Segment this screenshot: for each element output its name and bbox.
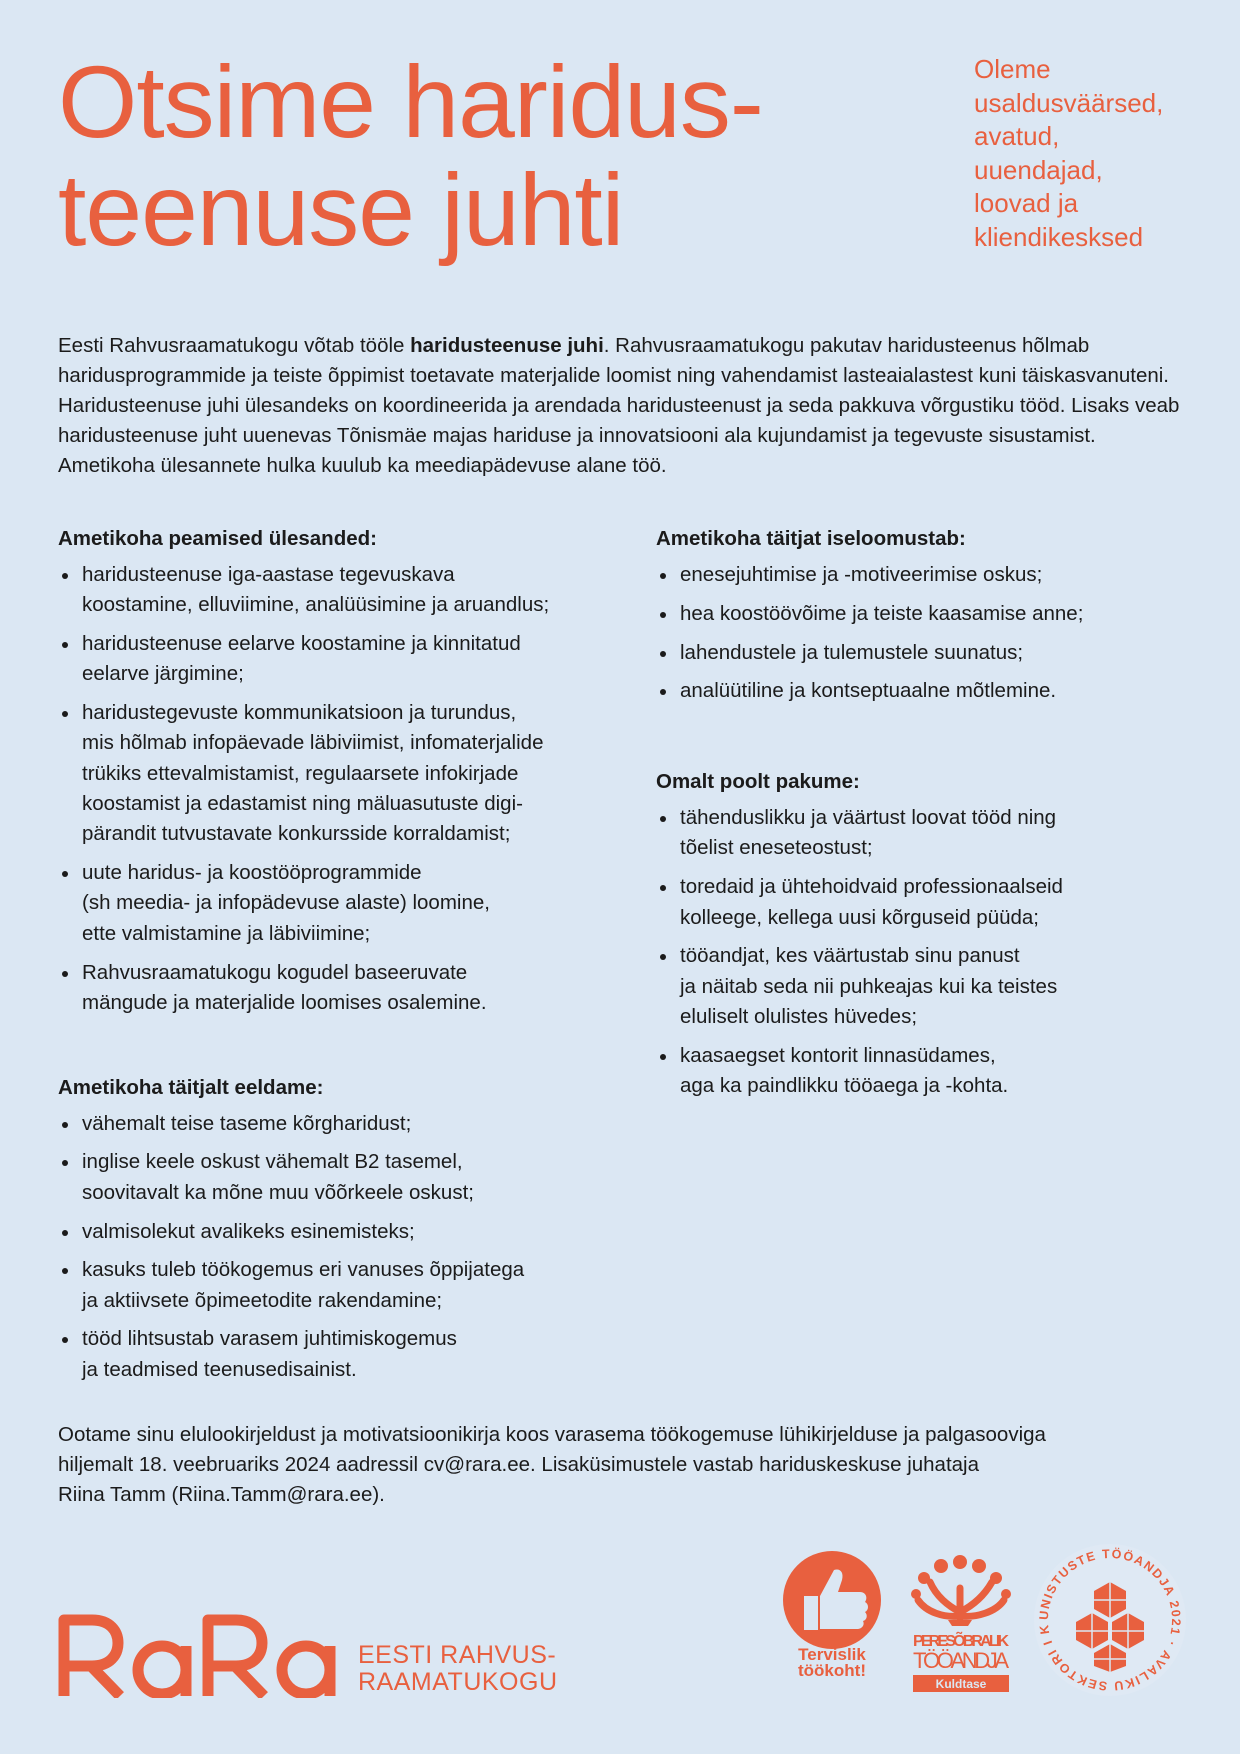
offer-section — [656, 767, 1216, 1101]
list-item: haridusteenuse eelarve koostamine ja kinnitatud eelarve järgimine; — [58, 629, 618, 690]
thumbs-up-icon — [782, 1548, 886, 1678]
svg-text:Tervislik: Tervislik — [798, 1645, 866, 1664]
offer-list — [656, 803, 1216, 1101]
logo-text — [358, 1642, 558, 1696]
list-item: lahendustele ja tulemustele suunatus; — [656, 638, 1216, 668]
dream-employer-badge — [1030, 1540, 1190, 1705]
left-column — [58, 524, 618, 1394]
svg-text:UNISTUSTE TÖÖANDJA 2021 · AVAL: UNISTUSTE TÖÖANDJA 2021 · AVALIKU SEKTORI I K — [1036, 1546, 1184, 1694]
intro-bold: haridusteenuse juhi — [410, 334, 604, 357]
rara-wordmark-icon — [58, 1612, 348, 1698]
family-tree-icon — [908, 1548, 1014, 1694]
intro-post: . Rahvusraamatukogu pakutav haridusteenus hõlmab haridusprogrammide ja teiste õppimist toetavate materjalide loomist ning vahendamist lasteaialastest kuni täiskasvanuteni. Haridusteenuse juhi ülesandeks on koordineerida ja arendada haridusteenust ja seda pakkuva võrgustiku tööd. Lisaks veab haridusteenuse juht uuenevas Tõnismäe majas hariduse ja innovatsiooni ala kujundamist ja tegevuste sisustamist. Ametikoha ülesannete hulka kuulub ka meediapädevuse alane töö. — [58, 334, 1180, 477]
family-friendly-badge — [908, 1548, 1014, 1699]
list-item: enesejuhtimise ja -motiveerimise oskus; — [656, 560, 1216, 590]
svg-text:Kuldtase: Kuldtase — [935, 1677, 987, 1691]
list-item: valmisolekut avalikeks esinemisteks; — [58, 1217, 618, 1247]
values-statement — [974, 53, 1214, 254]
values-line: uuendajad, — [974, 154, 1103, 185]
list-item: uute haridus- ja koostööprogrammide (sh meedia- ja infopädevuse alaste) loomine, ette valmistamine ja läbiviimine; — [58, 858, 618, 949]
rara-logo — [58, 1612, 348, 1703]
list-item: vähemalt teise taseme kõrgharidust; — [58, 1109, 618, 1139]
logo-line-1: EESTI RAHVUS- — [358, 1641, 557, 1669]
intro-pre: Eesti Rahvusraamatukogu võtab tööle — [58, 334, 411, 357]
requirements-section — [58, 1073, 618, 1385]
tasks-list — [58, 560, 618, 1018]
tasks-section — [58, 524, 618, 1018]
healthy-workplace-badge — [782, 1548, 886, 1683]
svg-text:PERESÕBRALIK: PERESÕBRALIK — [913, 1633, 1009, 1650]
dream-employer-seal-icon — [1030, 1540, 1190, 1700]
tasks-heading: Ametikoha peamised ülesanded: — [58, 527, 377, 550]
traits-heading: Ametikoha täitjat iseloomustab: — [656, 527, 966, 550]
intro-paragraph — [58, 331, 1188, 481]
list-item: toredaid ja ühtehoidvaid professionaalseid kolleege, kellega uusi kõrguseid püüda; — [656, 872, 1216, 933]
list-item: inglise keele oskust vähemalt B2 tasemel, soovitavalt ka mõne muu võõrkeele oskust; — [58, 1147, 618, 1208]
list-item: kasuks tuleb töökogemus eri vanuses õppijatega ja aktiivsete õpimeetodite rakendamine; — [58, 1255, 618, 1316]
offer-heading: Omalt poolt pakume: — [656, 770, 860, 794]
list-item: kaasaegset kontorit linnasüdames, aga ka paindlikku tööaega ja -kohta. — [656, 1041, 1216, 1102]
list-item: haridusteenuse iga-aastase tegevuskava koostamine, elluviimine, analüüsimine ja aruandlus; — [58, 560, 618, 621]
svg-text:töökoht!: töökoht! — [798, 1661, 866, 1678]
title-line-1: Otsime haridus- — [58, 45, 763, 159]
values-line: usaldusväärsed, — [974, 87, 1164, 118]
traits-section — [656, 524, 1216, 707]
title-line-2: teenuse juhti — [58, 153, 624, 267]
list-item: hea koostöövõime ja teiste kaasamise anne; — [656, 599, 1216, 629]
traits-list — [656, 560, 1216, 707]
list-item: Rahvusraamatukogu kogudel baseeruvate mängude ja materjalide loomises osalemine. — [58, 958, 618, 1019]
list-item: tööandjat, kes väärtustab sinu panust ja näitab seda nii puhkeajas kui ka teistes eluliselt olulistes hüvedes; — [656, 941, 1216, 1032]
list-item: tähenduslikku ja väärtust loovat tööd ning tõelist eneseteostust; — [656, 803, 1216, 864]
right-column — [656, 524, 1216, 1110]
values-line: loovad ja — [974, 188, 1079, 218]
values-line: Oleme — [974, 54, 1051, 84]
page-title — [58, 45, 858, 267]
logo-line-2: RAAMATUKOGU — [358, 1668, 558, 1696]
list-item: haridustegevuste kommunikatsioon ja turundus, mis hõlmab infopäevade läbiviimist, infomaterjalide trükiks ettevalmistamist, regulaarsete infokirjade koostamist ja edastamist ning mäluasutuste digi- pärandit tutvustavate konkursside korraldamist; — [58, 698, 618, 849]
requirements-list — [58, 1109, 618, 1385]
svg-text:TÖÖANDJA: TÖÖANDJA — [913, 1648, 1009, 1673]
contact-paragraph: Ootame sinu elulookirjeldust ja motivatsioonikirja koos varasema töökogemuse lühikirjelduse ja palgasooviga hiljemalt 18. veebruariks 2024 aadressil cv@rara.ee. Lisaküsimustele vastab hariduskeskuse juhataja Riina Tamm (Riina.Tamm@rara.ee). — [58, 1423, 1046, 1506]
list-item: tööd lihtsustab varasem juhtimiskogemus ja teadmised teenusedisainist. — [58, 1324, 618, 1385]
list-item: analüütiline ja kontseptuaalne mõtlemine. — [656, 676, 1216, 706]
values-line: avatud, — [974, 121, 1060, 151]
values-line: kliendikesksed — [974, 221, 1144, 252]
requirements-heading: Ametikoha täitjalt eeldame: — [58, 1075, 324, 1099]
